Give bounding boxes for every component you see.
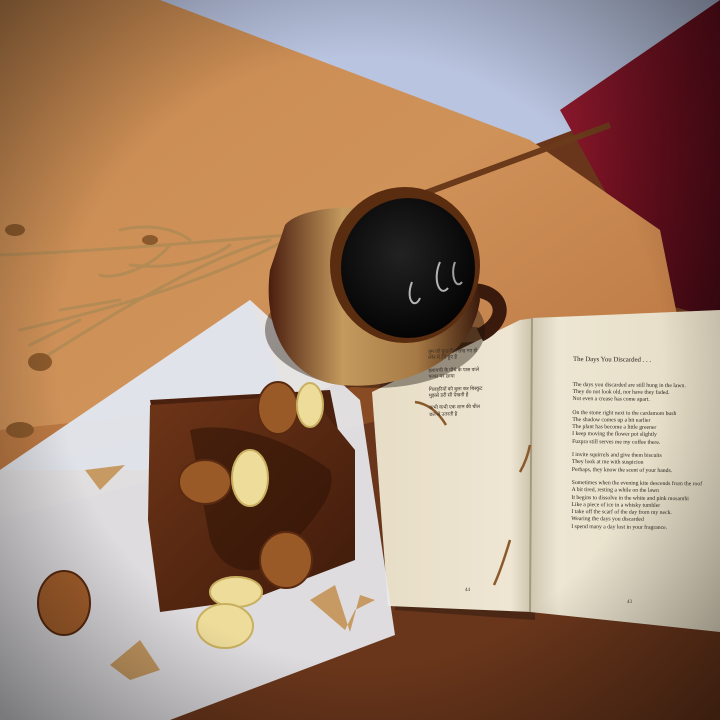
poem-line: कभी कभी एक शाम की चील (429, 405, 481, 412)
stanza (572, 452, 712, 475)
poem-line: On the stone right next to the cardamom bush (572, 409, 677, 417)
right-page-number: 43 (627, 600, 632, 605)
poem-line: Not even a crease has come apart. (572, 396, 650, 404)
poem-line: इलायची के पौधे के पास वाले (428, 367, 480, 374)
poem-line: छत से उतरती है (429, 412, 458, 418)
poem-line: तुम जो कुछ दिन छोड़ गए हो (428, 348, 478, 355)
poem-line: I keep moving the flower pot slightly (572, 431, 657, 439)
poem-line: Sometimes when the evening kite descends from the roof (571, 479, 703, 488)
poem-line: They look at me with suspicion (571, 459, 644, 467)
poem-line: पत्थर पर छाया (428, 374, 455, 381)
stanza (572, 410, 712, 448)
poem-line: Like a piece of ice in a whisky tumbler (571, 501, 661, 509)
right-page-poem (571, 356, 713, 538)
poem-line: I spend many a day lost in your fragrance. (571, 523, 668, 531)
stanza (571, 480, 712, 533)
poem-line: Wearing the days you discarded (571, 516, 644, 524)
poem-line: A bit tired, resting a while on the lawn (571, 487, 659, 495)
poem-line: The shadow comes up a bit earlier (572, 416, 651, 424)
stanza (429, 404, 529, 419)
stanza (573, 382, 713, 405)
stanza (428, 367, 528, 382)
left-page-poem (428, 348, 530, 425)
left-page-number: 44 (465, 588, 470, 593)
poem-line: They do not look old, nor have they faded. (572, 388, 670, 396)
stanza (428, 348, 528, 363)
poem-line: मुझसे डरी सी देखती हैं (428, 393, 469, 399)
poem-line: लॉन में टँगे हुए हैं (428, 355, 458, 362)
poem-line: It begins to dissolve in the white and pink mosambi (571, 494, 689, 502)
poem-title: The Days You Discarded . . . (572, 356, 652, 364)
poem-line: The plant has become a little greener (572, 424, 657, 432)
poem-line: गिलहरियों को बुला कर बिस्कुट (428, 386, 483, 393)
poem-line: I take off the scarf of the day from my neck. (571, 509, 672, 517)
poem-line: The days you discarded are still hung in the lawn. (572, 381, 686, 389)
poem-line: Fuzpra still serves me my coffee there. (572, 438, 661, 446)
poem-line: I invite squirrels and give them biscuits (571, 452, 662, 459)
stanza (429, 385, 529, 400)
poem-line: Perhaps, they know the scent of your hands. (571, 466, 673, 474)
